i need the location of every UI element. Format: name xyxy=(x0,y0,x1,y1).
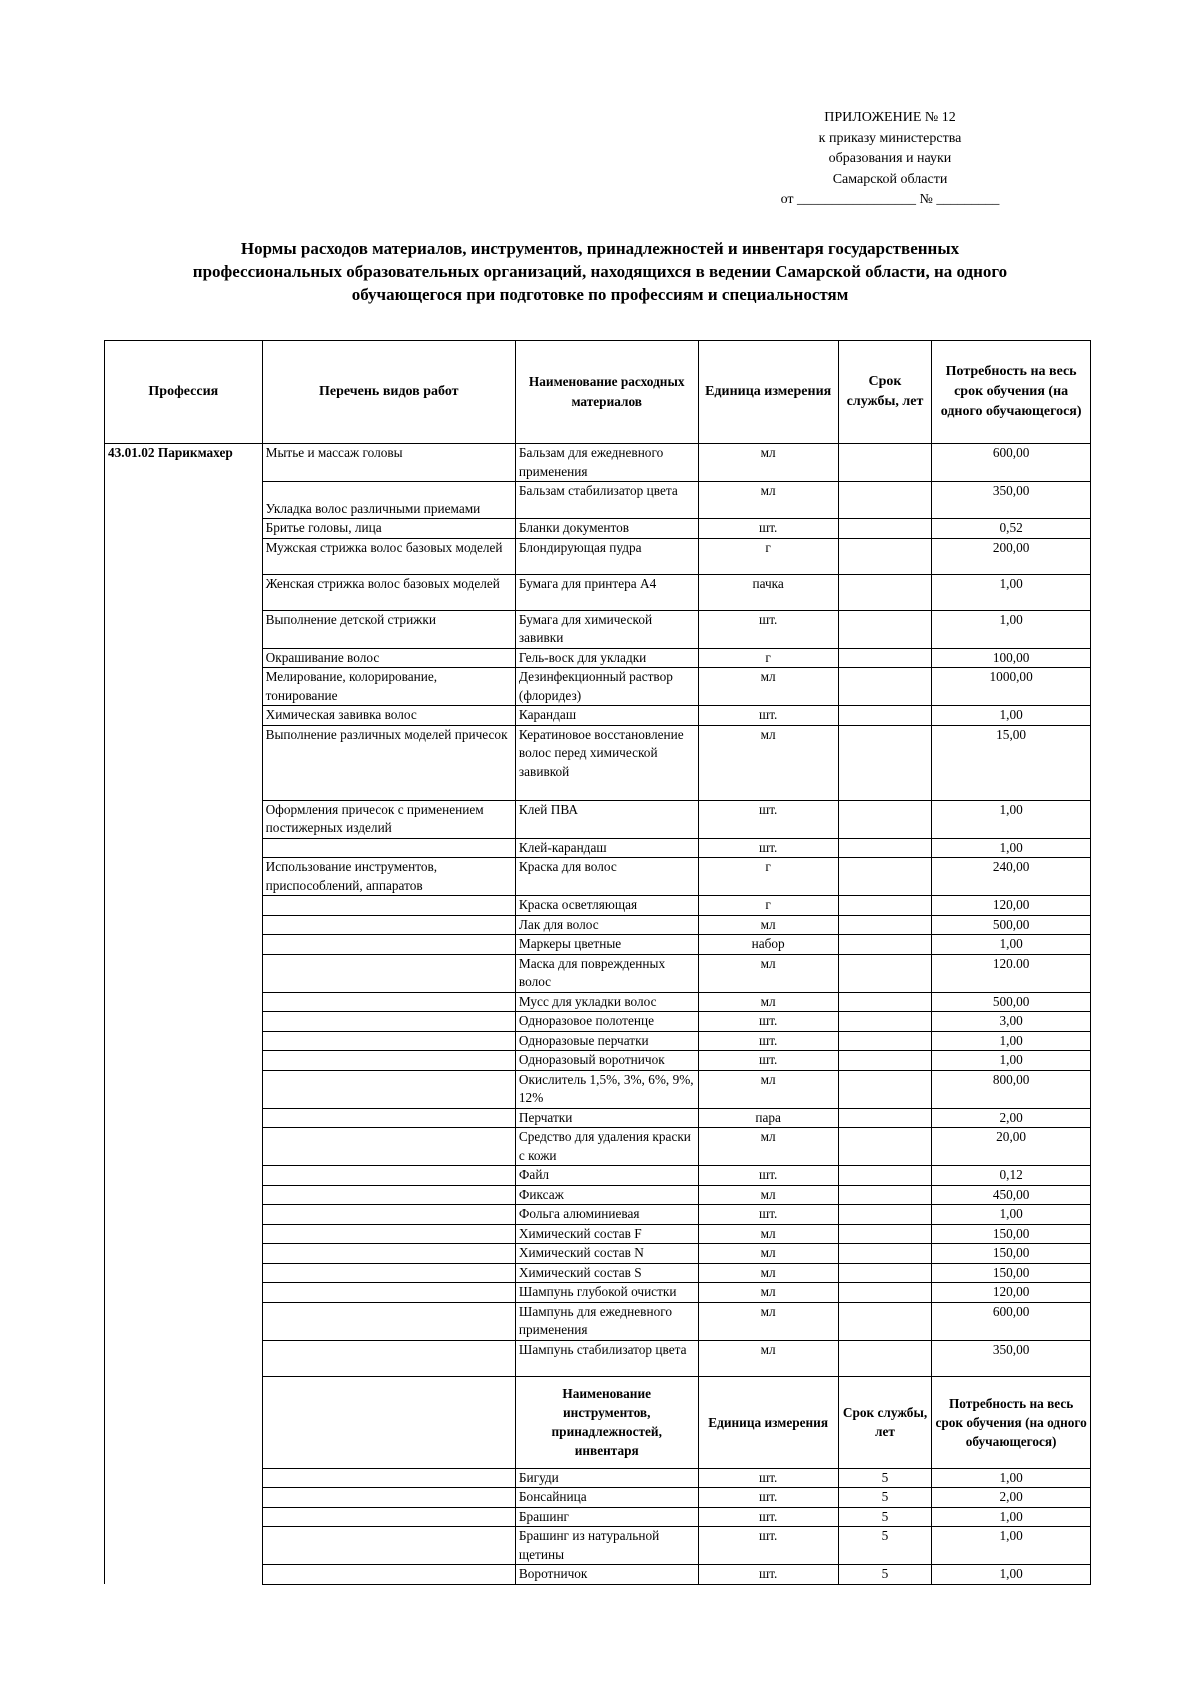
table-row xyxy=(105,1302,1091,1340)
need-cell: 1,00 xyxy=(932,574,1091,610)
term-cell xyxy=(838,800,931,838)
table-row xyxy=(105,725,1091,800)
need-cell: 500,00 xyxy=(932,915,1091,935)
need-cell: 1,00 xyxy=(932,1205,1091,1225)
unit-cell: мл xyxy=(698,954,838,992)
term-cell xyxy=(838,706,931,726)
table-row xyxy=(105,444,1091,482)
tool-name-cell: Брашинг xyxy=(515,1507,698,1527)
work-cell xyxy=(262,1185,515,1205)
term-cell: 5 xyxy=(838,1468,931,1488)
work-cell: Выполнение различных моделей причесок xyxy=(262,725,515,800)
table-row xyxy=(105,1527,1091,1565)
appendix-title: ПРИЛОЖЕНИЕ № 12 xyxy=(824,110,956,125)
table-row xyxy=(105,838,1091,858)
profession-cell-continued xyxy=(105,1108,263,1128)
profession-cell-continued xyxy=(105,1340,263,1376)
unit-cell: набор xyxy=(698,935,838,955)
table-row xyxy=(105,1468,1091,1488)
profession-cell-continued xyxy=(105,1263,263,1283)
work-cell: Бритье головы, лица xyxy=(262,519,515,539)
profession-cell-continued xyxy=(105,954,263,992)
material-name-cell: Перчатки xyxy=(515,1108,698,1128)
term-cell xyxy=(838,668,931,706)
unit-cell: мл xyxy=(698,915,838,935)
term-cell xyxy=(838,915,931,935)
term-cell xyxy=(838,858,931,896)
term-cell: 5 xyxy=(838,1527,931,1565)
term-cell xyxy=(838,482,931,519)
profession-cell-continued xyxy=(105,725,263,800)
material-name-cell: Блондирующая пудра xyxy=(515,538,698,574)
work-cell xyxy=(262,1340,515,1376)
work-cell: Мытье и массаж головы xyxy=(262,444,515,482)
profession-cell-continued xyxy=(105,858,263,896)
appendix-ministry: образования и науки xyxy=(828,151,952,166)
profession-cell-continued xyxy=(105,1031,263,1051)
profession-cell-continued xyxy=(105,1224,263,1244)
unit-cell: шт. xyxy=(698,1205,838,1225)
need-cell: 120.00 xyxy=(932,954,1091,992)
table-row xyxy=(105,1031,1091,1051)
profession-cell-continued xyxy=(105,519,263,539)
material-name-cell: Химический состав F xyxy=(515,1224,698,1244)
unit-cell: мл xyxy=(698,1128,838,1166)
profession-cell-continued xyxy=(105,1244,263,1264)
table-row xyxy=(105,1166,1091,1186)
unit-cell: шт. xyxy=(698,1527,838,1565)
work-cell: Выполнение детской стрижки xyxy=(262,610,515,648)
tools-header-need: Потребность на весь срок обучения (на одного обучающегося) xyxy=(932,1376,1091,1468)
table-row xyxy=(105,706,1091,726)
table-row xyxy=(105,858,1091,896)
material-name-cell: Бальзам для ежедневного применения xyxy=(515,444,698,482)
profession-cell-continued xyxy=(105,1012,263,1032)
material-name-cell: Химический состав N xyxy=(515,1244,698,1264)
need-cell: 350,00 xyxy=(932,482,1091,519)
tool-name-cell: Бонсайница xyxy=(515,1488,698,1508)
material-name-cell: Лак для волос xyxy=(515,915,698,935)
term-cell xyxy=(838,896,931,916)
title-line: профессиональных образовательных организаций, находящихся в ведении Самарской области, на одного xyxy=(192,262,1008,281)
term-cell xyxy=(838,610,931,648)
table-row xyxy=(105,1340,1091,1376)
need-cell: 3,00 xyxy=(932,1012,1091,1032)
need-cell: 150,00 xyxy=(932,1224,1091,1244)
need-cell: 0,12 xyxy=(932,1166,1091,1186)
need-cell: 120,00 xyxy=(932,1283,1091,1303)
material-name-cell: Бланки документов xyxy=(515,519,698,539)
unit-cell: шт. xyxy=(698,838,838,858)
need-cell: 1,00 xyxy=(932,1468,1091,1488)
header-profession: Профессия xyxy=(105,341,263,444)
header-materials: Наименование расходных материалов xyxy=(515,341,698,444)
unit-cell: мл xyxy=(698,992,838,1012)
work-cell: Мелирование, колорирование, тонирование xyxy=(262,668,515,706)
unit-cell: мл xyxy=(698,1302,838,1340)
work-cell: Химическая завивка волос xyxy=(262,706,515,726)
profession-cell-continued xyxy=(105,1527,263,1565)
term-cell xyxy=(838,1283,931,1303)
profession-cell-continued xyxy=(105,1488,263,1508)
material-name-cell: Карандаш xyxy=(515,706,698,726)
work-cell xyxy=(262,1244,515,1264)
material-name-cell: Клей-карандаш xyxy=(515,838,698,858)
term-cell xyxy=(838,444,931,482)
material-name-cell: Средство для удаления краски с кожи xyxy=(515,1128,698,1166)
need-cell: 1,00 xyxy=(932,800,1091,838)
profession-cell-continued xyxy=(105,1128,263,1166)
term-cell xyxy=(838,1108,931,1128)
table-row xyxy=(105,1565,1091,1585)
appendix-order: к приказу министерства xyxy=(818,130,962,146)
need-cell: 1,00 xyxy=(932,1507,1091,1527)
term-cell xyxy=(838,648,931,668)
need-cell: 0,52 xyxy=(932,519,1091,539)
tools-header-row xyxy=(105,1376,1091,1468)
unit-cell: мл xyxy=(698,1340,838,1376)
unit-cell: мл xyxy=(698,1283,838,1303)
need-cell: 1,00 xyxy=(932,1031,1091,1051)
table-row xyxy=(105,574,1091,610)
header-works: Перечень видов работ xyxy=(262,341,515,444)
unit-cell: г xyxy=(698,858,838,896)
profession-cell-continued xyxy=(105,1051,263,1071)
table-row xyxy=(105,1185,1091,1205)
unit-cell: пачка xyxy=(698,574,838,610)
unit-cell: пара xyxy=(698,1108,838,1128)
table-row xyxy=(105,1012,1091,1032)
term-cell xyxy=(838,1031,931,1051)
profession-cell-continued xyxy=(105,610,263,648)
need-cell: 15,00 xyxy=(932,725,1091,800)
work-cell xyxy=(262,1507,515,1527)
term-cell xyxy=(838,519,931,539)
table-row xyxy=(105,896,1091,916)
table-row xyxy=(105,915,1091,935)
header-need: Потребность на весь срок обучения (на одного обучающегося) xyxy=(932,341,1091,444)
work-cell xyxy=(262,915,515,935)
unit-cell: мл xyxy=(698,482,838,519)
table-row xyxy=(105,992,1091,1012)
tool-name-cell: Брашинг из натуральной щетины xyxy=(515,1527,698,1565)
material-name-cell: Окислитель 1,5%, 3%, 6%, 9%, 12% xyxy=(515,1070,698,1108)
material-name-cell: Гель-воск для укладки xyxy=(515,648,698,668)
material-name-cell: Бумага для химической завивки xyxy=(515,610,698,648)
material-name-cell: Файл xyxy=(515,1166,698,1186)
work-cell xyxy=(262,1488,515,1508)
material-name-cell: Одноразовые перчатки xyxy=(515,1031,698,1051)
need-cell: 800,00 xyxy=(932,1070,1091,1108)
work-cell xyxy=(262,1070,515,1108)
need-cell: 500,00 xyxy=(932,992,1091,1012)
tool-name-cell: Бигуди xyxy=(515,1468,698,1488)
unit-cell: мл xyxy=(698,1244,838,1264)
profession-cell-continued xyxy=(105,1468,263,1488)
material-name-cell: Краска для волос xyxy=(515,858,698,896)
material-name-cell: Бумага для принтера А4 xyxy=(515,574,698,610)
tool-name-cell: Воротничок xyxy=(515,1565,698,1585)
term-cell xyxy=(838,954,931,992)
profession-cell-continued xyxy=(105,648,263,668)
table-row xyxy=(105,610,1091,648)
unit-cell: шт. xyxy=(698,1507,838,1527)
work-cell xyxy=(262,1051,515,1071)
norms-table xyxy=(104,340,1091,1585)
work-cell xyxy=(262,935,515,955)
material-name-cell: Шампунь глубокой очистки xyxy=(515,1283,698,1303)
profession-cell-continued xyxy=(105,1205,263,1225)
unit-cell: шт. xyxy=(698,1565,838,1585)
unit-cell: г xyxy=(698,896,838,916)
unit-cell: мл xyxy=(698,1263,838,1283)
work-cell xyxy=(262,1527,515,1565)
work-cell xyxy=(262,1376,515,1468)
need-cell: 2,00 xyxy=(932,1108,1091,1128)
profession-cell-continued xyxy=(105,1507,263,1527)
unit-cell: мл xyxy=(698,1185,838,1205)
term-cell xyxy=(838,1128,931,1166)
work-cell: Мужская стрижка волос базовых моделей xyxy=(262,538,515,574)
unit-cell: шт. xyxy=(698,1012,838,1032)
need-cell: 1,00 xyxy=(932,935,1091,955)
table-row xyxy=(105,1224,1091,1244)
profession-cell-continued xyxy=(105,992,263,1012)
need-cell: 120,00 xyxy=(932,896,1091,916)
table-row xyxy=(105,800,1091,838)
profession-cell-continued xyxy=(105,538,263,574)
term-cell: 5 xyxy=(838,1507,931,1527)
work-cell xyxy=(262,1565,515,1585)
profession-cell-continued xyxy=(105,574,263,610)
profession-cell-continued xyxy=(105,482,263,519)
table-row xyxy=(105,1263,1091,1283)
material-name-cell: Кератиновое восстановление волос перед химической завивкой xyxy=(515,725,698,800)
table-row xyxy=(105,1283,1091,1303)
term-cell xyxy=(838,574,931,610)
table-row xyxy=(105,648,1091,668)
work-cell xyxy=(262,1283,515,1303)
table-row xyxy=(105,1070,1091,1108)
material-name-cell: Маска для поврежденных волос xyxy=(515,954,698,992)
term-cell xyxy=(838,1263,931,1283)
profession-cell-continued xyxy=(105,838,263,858)
work-cell xyxy=(262,896,515,916)
table-row xyxy=(105,538,1091,574)
material-name-cell: Шампунь стабилизатор цвета xyxy=(515,1340,698,1376)
need-cell: 1,00 xyxy=(932,1565,1091,1585)
need-cell: 200,00 xyxy=(932,538,1091,574)
need-cell: 1,00 xyxy=(932,838,1091,858)
work-cell xyxy=(262,838,515,858)
profession-cell-continued xyxy=(105,668,263,706)
term-cell xyxy=(838,1224,931,1244)
work-cell xyxy=(262,1468,515,1488)
unit-cell: г xyxy=(698,648,838,668)
unit-cell: г xyxy=(698,538,838,574)
work-cell: Укладка волос различными приемами xyxy=(262,482,515,519)
table-row xyxy=(105,1108,1091,1128)
tools-header-term: Срок службы, лет xyxy=(838,1376,931,1468)
work-cell xyxy=(262,1224,515,1244)
profession-cell-continued xyxy=(105,896,263,916)
material-name-cell: Краска осветляющая xyxy=(515,896,698,916)
tools-header-name: Наименование инструментов, принадлежностей, инвентаря xyxy=(515,1376,698,1468)
term-cell: 5 xyxy=(838,1565,931,1585)
term-cell xyxy=(838,1205,931,1225)
need-cell: 240,00 xyxy=(932,858,1091,896)
need-cell: 2,00 xyxy=(932,1488,1091,1508)
material-name-cell: Мусс для укладки волос xyxy=(515,992,698,1012)
work-cell: Окрашивание волос xyxy=(262,648,515,668)
term-cell xyxy=(838,1051,931,1071)
unit-cell: шт. xyxy=(698,1488,838,1508)
term-cell xyxy=(838,1012,931,1032)
need-cell: 150,00 xyxy=(932,1263,1091,1283)
need-cell: 1,00 xyxy=(932,1527,1091,1565)
need-cell: 1000,00 xyxy=(932,668,1091,706)
term-cell xyxy=(838,538,931,574)
need-cell: 20,00 xyxy=(932,1128,1091,1166)
work-cell xyxy=(262,1166,515,1186)
material-name-cell: Бальзам стабилизатор цвета xyxy=(515,482,698,519)
table-row xyxy=(105,1488,1091,1508)
work-cell xyxy=(262,1302,515,1340)
table-row xyxy=(105,1244,1091,1264)
work-cell xyxy=(262,1031,515,1051)
tools-header-unit: Единица измерения xyxy=(698,1376,838,1468)
need-cell: 150,00 xyxy=(932,1244,1091,1264)
appendix-date-number: от _________________ № _________ xyxy=(780,192,1000,207)
title-line: обучающегося при подготовке по профессиям и специальностям xyxy=(351,285,849,304)
unit-cell: шт. xyxy=(698,800,838,838)
term-cell xyxy=(838,1302,931,1340)
need-cell: 600,00 xyxy=(932,1302,1091,1340)
material-name-cell: Дезинфекционный раствор (флоридез) xyxy=(515,668,698,706)
material-name-cell: Маркеры цветные xyxy=(515,935,698,955)
title-line: Нормы расходов материалов, инструментов, принадлежностей и инвентаря государственных xyxy=(240,239,960,258)
appendix-region: Самарской области xyxy=(832,171,948,187)
material-name-cell: Одноразовое полотенце xyxy=(515,1012,698,1032)
work-cell: Женская стрижка волос базовых моделей xyxy=(262,574,515,610)
term-cell xyxy=(838,838,931,858)
profession-cell-continued xyxy=(105,935,263,955)
table-row xyxy=(105,954,1091,992)
table-row xyxy=(105,935,1091,955)
profession-cell-continued xyxy=(105,800,263,838)
unit-cell: шт. xyxy=(698,706,838,726)
profession-cell-continued xyxy=(105,1185,263,1205)
profession-cell-continued xyxy=(105,1302,263,1340)
term-cell: 5 xyxy=(838,1488,931,1508)
profession-cell-continued xyxy=(105,1565,263,1585)
material-name-cell: Одноразовый воротничок xyxy=(515,1051,698,1071)
table-row xyxy=(105,668,1091,706)
need-cell: 600,00 xyxy=(932,444,1091,482)
work-cell xyxy=(262,992,515,1012)
work-cell xyxy=(262,1128,515,1166)
term-cell xyxy=(838,1185,931,1205)
table-row xyxy=(105,519,1091,539)
unit-cell: шт. xyxy=(698,610,838,648)
profession-cell-continued xyxy=(105,1376,263,1468)
need-cell: 100,00 xyxy=(932,648,1091,668)
profession-cell-continued xyxy=(105,1070,263,1108)
material-name-cell: Химический состав S xyxy=(515,1263,698,1283)
header-term: Срок службы, лет xyxy=(838,341,931,444)
work-cell xyxy=(262,954,515,992)
unit-cell: мл xyxy=(698,1070,838,1108)
table-header-row xyxy=(105,341,1091,444)
unit-cell: шт. xyxy=(698,519,838,539)
work-cell: Оформления причесок с применением постижерных изделий xyxy=(262,800,515,838)
term-cell xyxy=(838,935,931,955)
unit-cell: шт. xyxy=(698,1031,838,1051)
work-cell xyxy=(262,1205,515,1225)
term-cell xyxy=(838,1166,931,1186)
profession-cell-continued xyxy=(105,915,263,935)
term-cell xyxy=(838,1070,931,1108)
table-row xyxy=(105,1507,1091,1527)
work-cell: Использование инструментов, приспособлений, аппаратов xyxy=(262,858,515,896)
appendix-block xyxy=(760,108,1020,211)
need-cell: 350,00 xyxy=(932,1340,1091,1376)
document-title xyxy=(110,237,1090,306)
unit-cell: мл xyxy=(698,444,838,482)
material-name-cell: Шампунь для ежедневного применения xyxy=(515,1302,698,1340)
unit-cell: мл xyxy=(698,1224,838,1244)
table-row xyxy=(105,1051,1091,1071)
term-cell xyxy=(838,725,931,800)
work-cell xyxy=(262,1012,515,1032)
unit-cell: шт. xyxy=(698,1468,838,1488)
profession-cell: 43.01.02 Парикмахер xyxy=(105,444,263,482)
profession-cell-continued xyxy=(105,706,263,726)
unit-cell: шт. xyxy=(698,1051,838,1071)
header-unit: Единица измерения xyxy=(698,341,838,444)
material-name-cell: Фольга алюминиевая xyxy=(515,1205,698,1225)
table-row xyxy=(105,482,1091,519)
unit-cell: шт. xyxy=(698,1166,838,1186)
material-name-cell: Клей ПВА xyxy=(515,800,698,838)
term-cell xyxy=(838,1340,931,1376)
term-cell xyxy=(838,1244,931,1264)
material-name-cell: Фиксаж xyxy=(515,1185,698,1205)
unit-cell: мл xyxy=(698,725,838,800)
need-cell: 450,00 xyxy=(932,1185,1091,1205)
unit-cell: мл xyxy=(698,668,838,706)
need-cell: 1,00 xyxy=(932,1051,1091,1071)
table-row xyxy=(105,1205,1091,1225)
work-cell xyxy=(262,1263,515,1283)
table-row xyxy=(105,1128,1091,1166)
profession-cell-continued xyxy=(105,1283,263,1303)
term-cell xyxy=(838,992,931,1012)
need-cell: 1,00 xyxy=(932,610,1091,648)
work-cell xyxy=(262,1108,515,1128)
need-cell: 1,00 xyxy=(932,706,1091,726)
profession-cell-continued xyxy=(105,1166,263,1186)
